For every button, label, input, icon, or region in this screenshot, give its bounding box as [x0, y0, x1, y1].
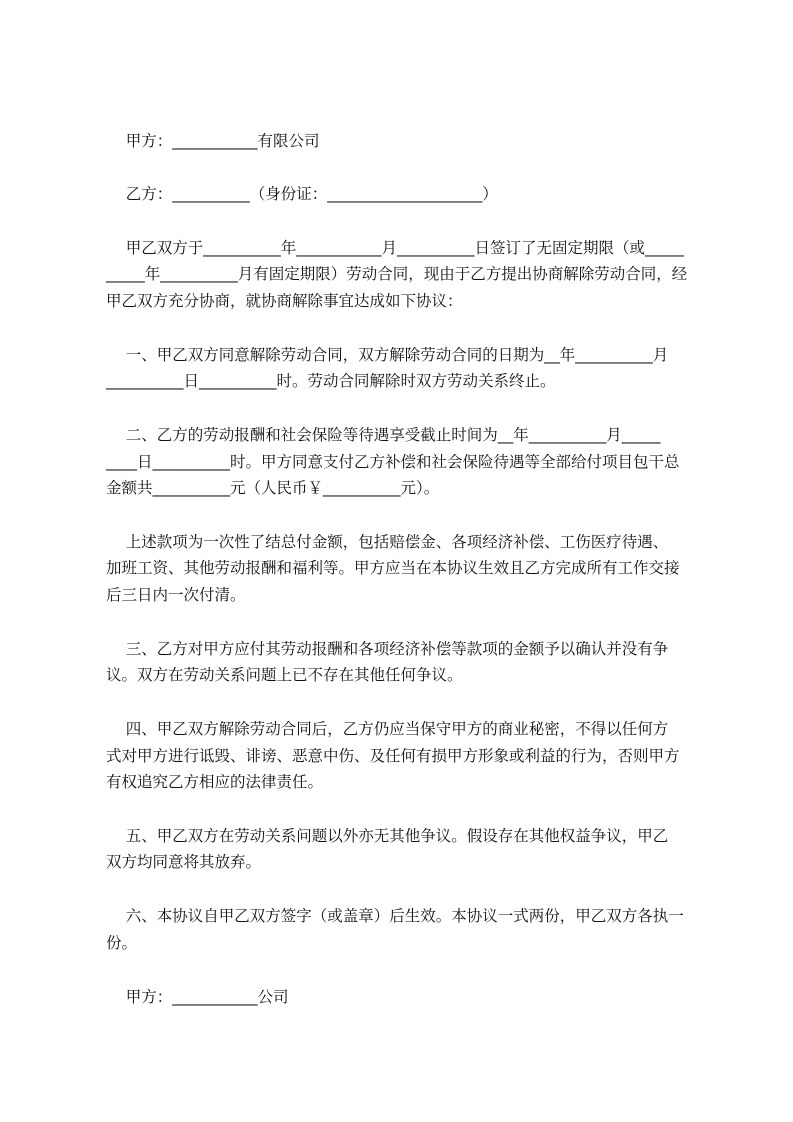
clause-3-line-2: 议。双方在劳动关系问题上已不存在其他任何争议。	[106, 666, 463, 684]
payment-line-3: 后三日内一次付清。	[106, 586, 246, 604]
payment-line-2: 加班工资、其他劳动报酬和福利等。甲方应当在本协议生效且乙方完成所有工作交接	[106, 559, 680, 577]
payment-line-1: 上述款项为一次性了结总付金额，包括赔偿金、各项经济补偿、工伤医疗待遇、	[106, 533, 669, 551]
clause-2-line-2: ____日__________时。甲方同意支付乙方补偿和社会保险待遇等全部给付项目包干总	[106, 453, 680, 471]
signature-party-a-line: 甲方：___________公司	[106, 988, 289, 1006]
clause-4-line-1: 四、甲乙双方解除劳动合同后，乙方仍应当保守甲方的商业秘密，不得以任何方	[106, 720, 669, 738]
intro-line-2: _____年__________月有固定期限）劳动合同，现由于乙方提出协商解除劳动合同，经	[106, 265, 688, 283]
clause-5-line-2: 双方均同意将其放弃。	[106, 853, 262, 871]
clause-4-line-3: 有权追究乙方相应的法律责任。	[106, 773, 324, 791]
clause-1-line-1: 一、甲乙双方同意解除劳动合同，双方解除劳动合同的日期为__年__________月	[106, 346, 669, 364]
party-a-line: 甲方：___________有限公司	[106, 132, 320, 150]
clause-3-line-1: 三、乙方对甲方应付其劳动报酬和各项经济补偿等款项的金额予以确认并没有争	[106, 640, 669, 658]
clause-6-line-1: 六、本协议自甲乙双方签字（或盖章）后生效。本协议一式两份，甲乙双方各执一	[106, 907, 684, 925]
party-b-line: 乙方：__________（身份证：____________________）	[106, 185, 498, 203]
clause-2-line-1: 二、乙方的劳动报酬和社会保险等待遇享受截止时间为__年__________月_____	[106, 426, 661, 444]
clause-5-line-1: 五、甲乙双方在劳动关系问题以外亦无其他争议。假设存在其他权益争议，甲乙	[106, 827, 669, 845]
clause-6-line-2: 份。	[106, 934, 138, 952]
intro-line-3: 甲乙双方充分协商，就协商解除事宜达成如下协议：	[106, 292, 463, 310]
clause-1-line-2: __________日__________时。劳动合同解除时双方劳动关系终止。	[106, 372, 556, 390]
clause-4-line-2: 式对甲方进行诋毁、诽谤、恶意中伤、及任何有损甲方形象或利益的行为，否则甲方	[106, 747, 680, 765]
clause-2-line-3: 金额共__________元（人民币￥__________元）。	[106, 479, 440, 497]
intro-line-1: 甲乙双方于__________年___________月__________日签订了无固定期限（或_____	[106, 239, 684, 257]
